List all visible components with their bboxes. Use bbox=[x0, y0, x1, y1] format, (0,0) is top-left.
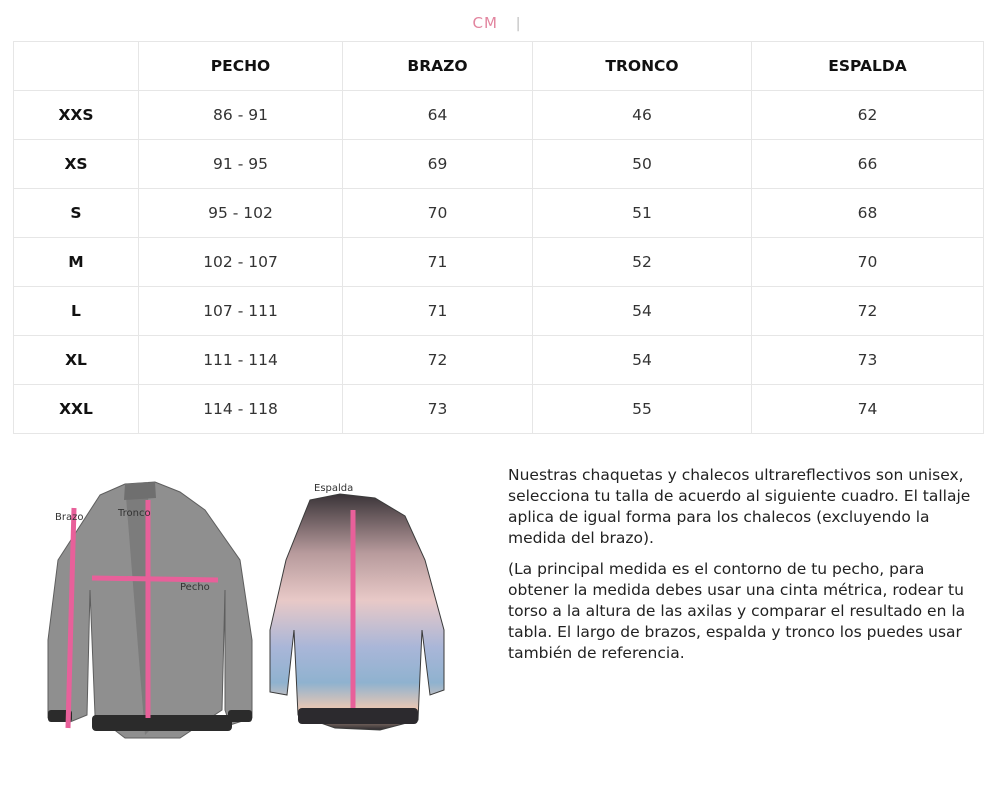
brazo-cell: 72 bbox=[343, 336, 533, 385]
size-cell: XXL bbox=[14, 385, 139, 434]
espalda-cell: 68 bbox=[752, 189, 984, 238]
unit-separator: | bbox=[515, 16, 522, 32]
description-text bbox=[508, 465, 978, 674]
size-cell: M bbox=[14, 238, 139, 287]
label-brazo: Brazo bbox=[55, 512, 84, 523]
label-tronco: Tronco bbox=[118, 508, 151, 519]
table-row bbox=[14, 287, 984, 336]
espalda-cell: 74 bbox=[752, 385, 984, 434]
espalda-cell: 66 bbox=[752, 140, 984, 189]
espalda-cell: 70 bbox=[752, 238, 984, 287]
pecho-cell: 111 - 114 bbox=[139, 336, 343, 385]
header-empty bbox=[14, 42, 139, 91]
size-cell: XXS bbox=[14, 91, 139, 140]
tronco-cell: 55 bbox=[533, 385, 752, 434]
table-header-row bbox=[14, 42, 984, 91]
brazo-cell: 71 bbox=[343, 287, 533, 336]
back-jacket bbox=[270, 483, 444, 730]
table-row bbox=[14, 385, 984, 434]
espalda-cell: 72 bbox=[752, 287, 984, 336]
description-paragraph-1: Nuestras chaquetas y chalecos ultrareflectivos son unisex, selecciona tu talla de acuerdo al siguiente cuadro. El tallaje aplica de igual forma para los chalecos (excluyendo la medida del brazo). bbox=[508, 466, 971, 547]
label-espalda: Espalda bbox=[314, 483, 354, 494]
front-jacket bbox=[48, 482, 252, 738]
size-cell: XS bbox=[14, 140, 139, 189]
table-row bbox=[14, 140, 984, 189]
tronco-cell: 54 bbox=[533, 287, 752, 336]
tronco-cell: 51 bbox=[533, 189, 752, 238]
brazo-cell: 71 bbox=[343, 238, 533, 287]
tronco-cell: 54 bbox=[533, 336, 752, 385]
table-row bbox=[14, 91, 984, 140]
header-espalda: ESPALDA bbox=[752, 42, 984, 91]
unit-cm-label[interactable]: CM bbox=[472, 14, 498, 32]
description-paragraph-2: (La principal medida es el contorno de tu pecho, para obtener la medida debes usar una cinta métrica, rodear tu torso a la altura de las axilas y comparar el resultado en la tabla. El largo de brazos, espalda y tronco los puedes usar también de referencia. bbox=[508, 560, 966, 662]
size-chart-table bbox=[13, 41, 984, 434]
pecho-cell: 95 - 102 bbox=[139, 189, 343, 238]
brazo-cell: 69 bbox=[343, 140, 533, 189]
pecho-cell: 107 - 111 bbox=[139, 287, 343, 336]
espalda-cell: 62 bbox=[752, 91, 984, 140]
size-cell: L bbox=[14, 287, 139, 336]
table-row bbox=[14, 238, 984, 287]
tronco-cell: 46 bbox=[533, 91, 752, 140]
table-row bbox=[14, 336, 984, 385]
header-tronco: TRONCO bbox=[533, 42, 752, 91]
size-cell: XL bbox=[14, 336, 139, 385]
brazo-cell: 70 bbox=[343, 189, 533, 238]
brazo-cell: 73 bbox=[343, 385, 533, 434]
jacket-measurement-illustration bbox=[30, 470, 470, 760]
pecho-cell: 91 - 95 bbox=[139, 140, 343, 189]
header-brazo: BRAZO bbox=[343, 42, 533, 91]
pecho-cell: 86 - 91 bbox=[139, 91, 343, 140]
tronco-cell: 52 bbox=[533, 238, 752, 287]
pecho-cell: 114 - 118 bbox=[139, 385, 343, 434]
unit-selector bbox=[0, 14, 994, 38]
table-row bbox=[14, 189, 984, 238]
espalda-cell: 73 bbox=[752, 336, 984, 385]
tronco-cell: 50 bbox=[533, 140, 752, 189]
size-cell: S bbox=[14, 189, 139, 238]
pecho-cell: 102 - 107 bbox=[139, 238, 343, 287]
header-pecho: PECHO bbox=[139, 42, 343, 91]
label-pecho: Pecho bbox=[180, 582, 210, 593]
brazo-cell: 64 bbox=[343, 91, 533, 140]
